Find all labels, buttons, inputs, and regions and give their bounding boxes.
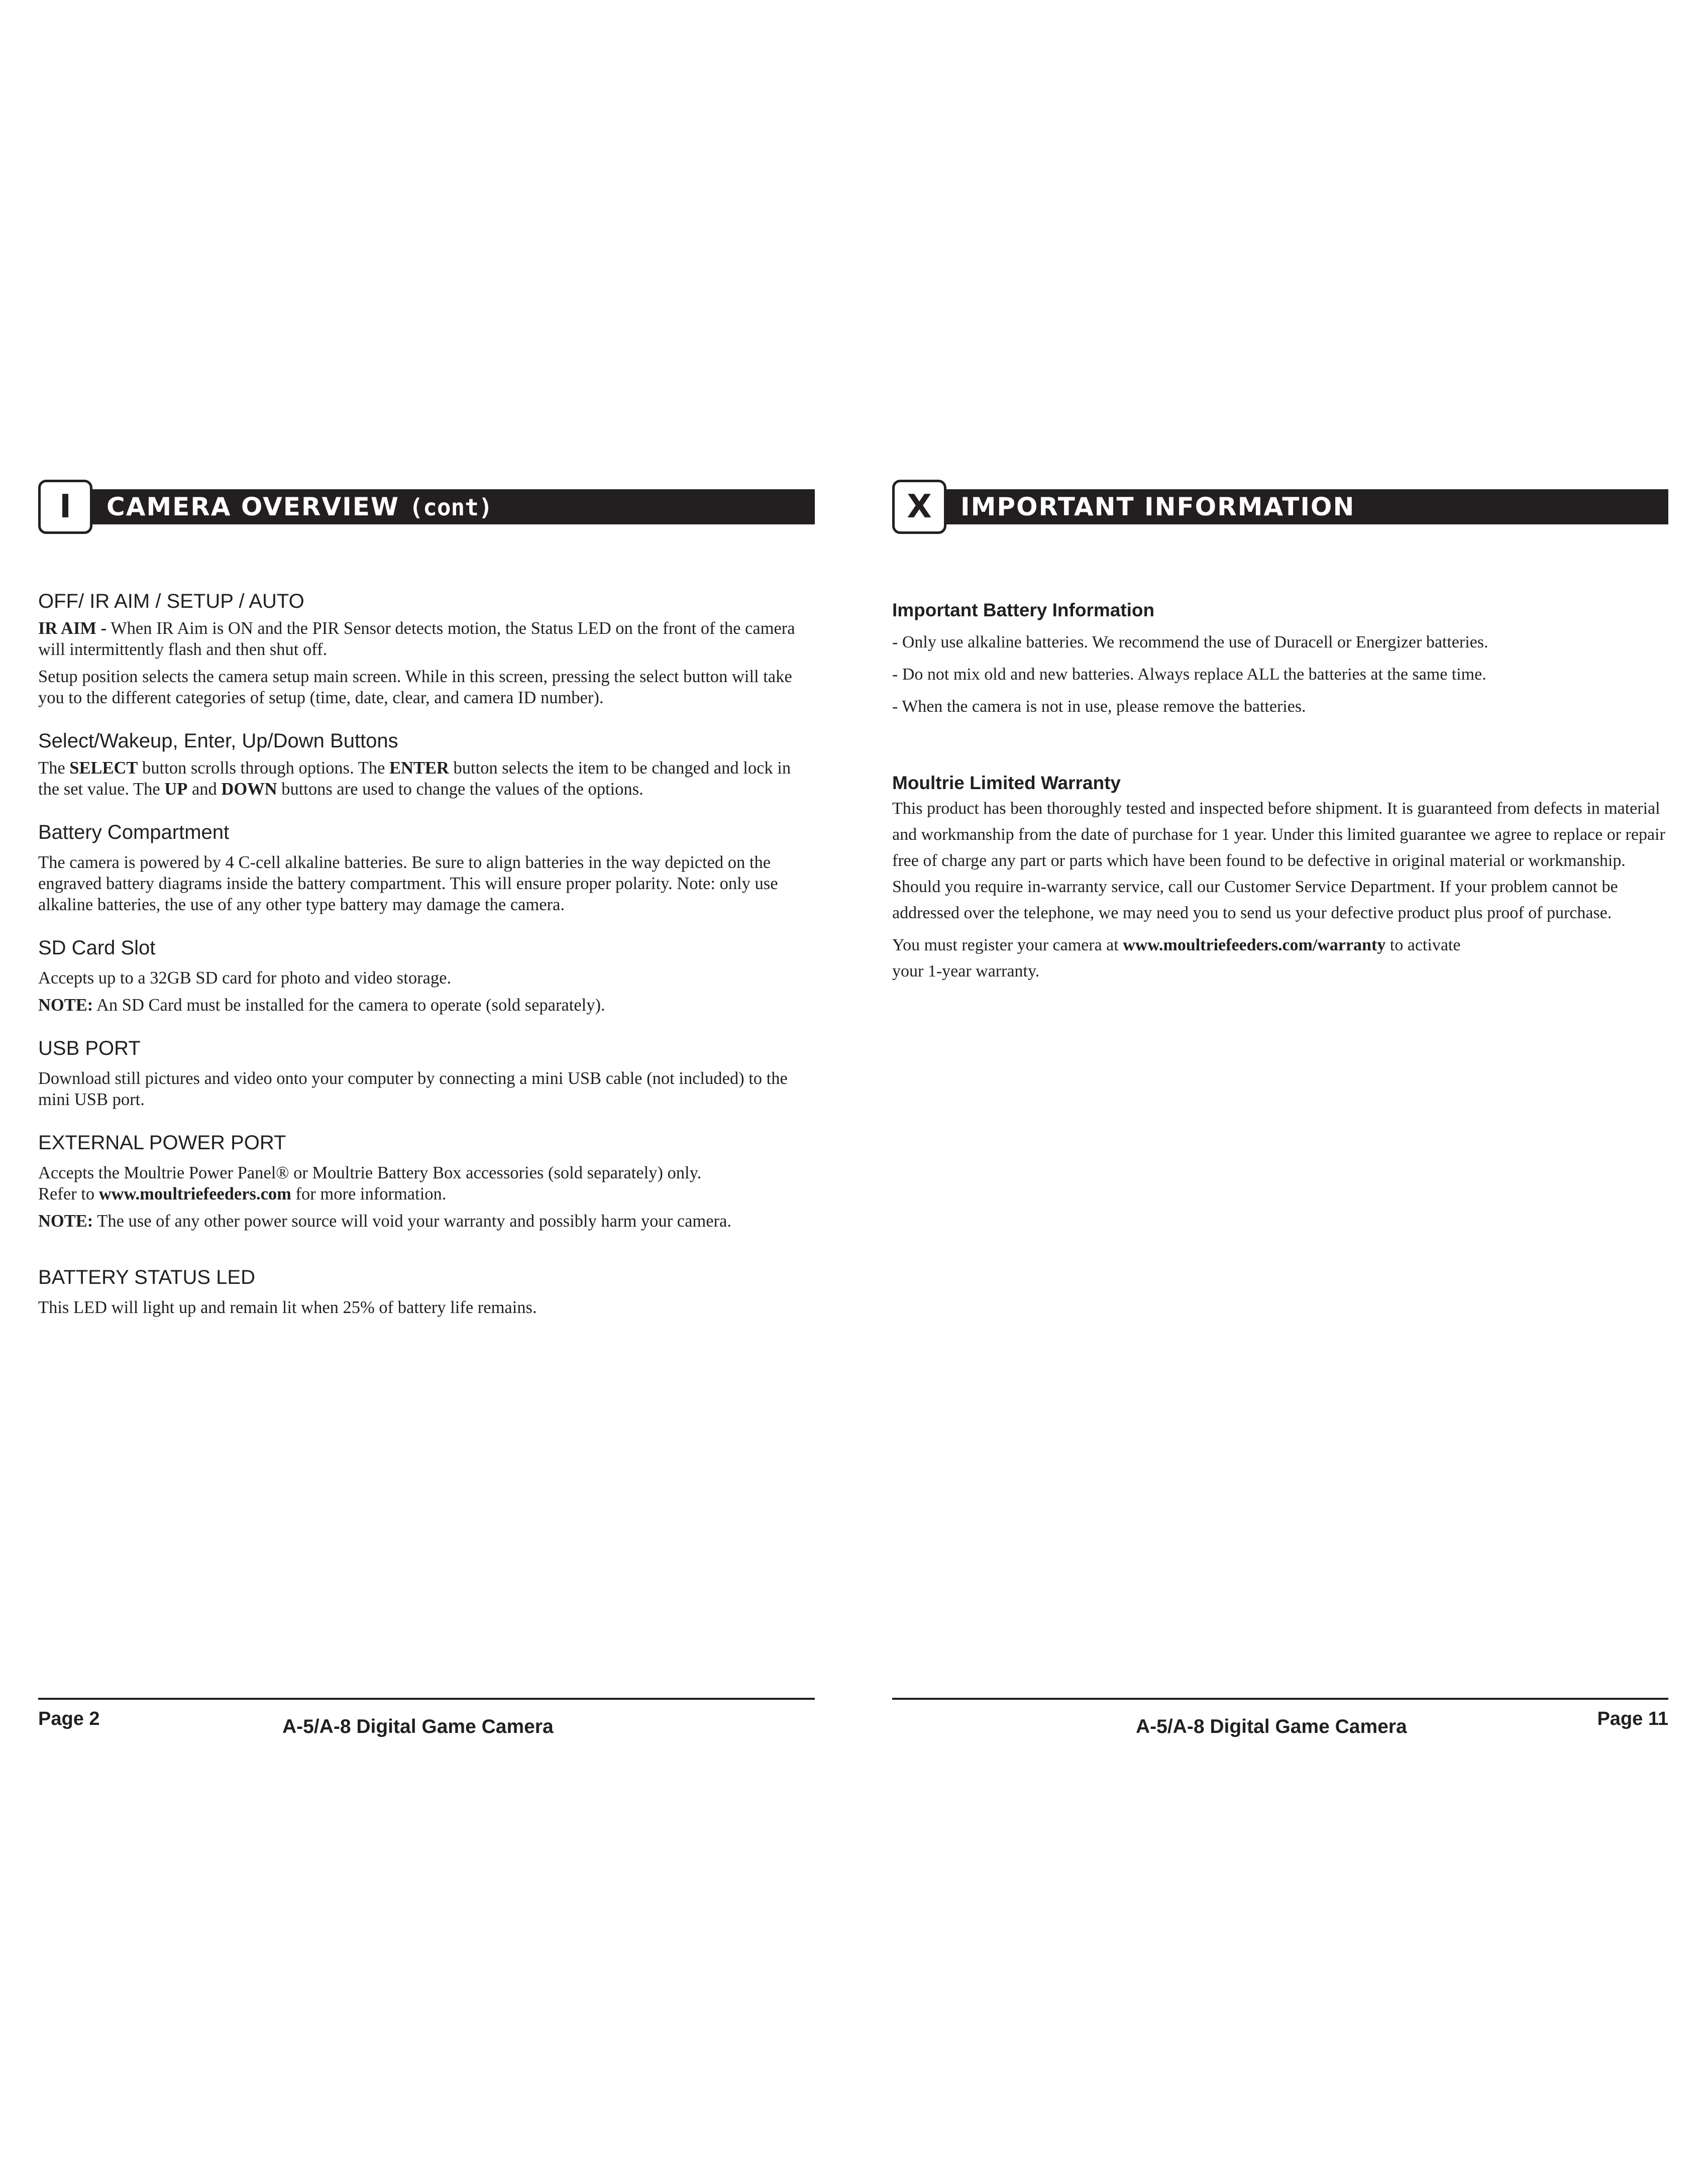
power-note-text: The use of any other power source will void your warranty and possibly harm your camera. — [93, 1212, 731, 1231]
list-item: - Only use alkaline batteries. We recommend the use of Duracell or Energizer batteries. — [892, 633, 1488, 651]
battery-info-list — [892, 630, 1668, 719]
down-keyword: DOWN — [221, 780, 277, 799]
header-title: IMPORTANT INFORMATION — [960, 492, 1355, 521]
buttons-heading: Select/Wakeup, Enter, Up/Down Buttons — [38, 730, 398, 752]
register-text-mid: to activate — [1385, 936, 1461, 954]
register-text-pre: You must register your camera at — [892, 936, 1123, 954]
power-heading: EXTERNAL POWER PORT — [38, 1132, 286, 1154]
header-title: CAMERA OVERVIEW — [106, 492, 400, 521]
warranty-heading: Moultrie Limited Warranty — [892, 773, 1121, 793]
left-page — [38, 0, 815, 2180]
sd-note-label: NOTE: — [38, 996, 93, 1015]
led-paragraph: This LED will light up and remain lit when 25% of battery life remains. — [38, 1298, 537, 1317]
battery-heading: Battery Compartment — [38, 821, 230, 843]
power-line-2-post: for more information. — [291, 1184, 447, 1204]
up-keyword: UP — [164, 780, 188, 799]
ir-aim-text: When IR Aim is ON and the PIR Sensor detects motion, the Status LED on the front of the camera will intermittently flash and then shut off. — [38, 619, 795, 659]
warranty-website: www.moultriefeeders.com/warranty — [1123, 936, 1386, 954]
ir-aim-paragraph — [38, 618, 815, 660]
right-page — [892, 0, 1668, 2180]
warranty-paragraph: This product has been thoroughly tested and inspected before shipment. It is guaranteed from defects in material and workmanship from the date of purchase for 1 year. Under this limited guarantee we agree to replace or repair free of charge any part or parts which have been found to be defective in original material or workmanship. Should you require in-warranty service, call our Customer Service Department. If your problem cannot be addressed over the telephone, we may need you to send us your defective product plus proof of purchase. — [892, 799, 1665, 922]
footer-rule — [892, 1698, 1668, 1700]
buttons-paragraph — [38, 757, 815, 800]
enter-keyword: ENTER — [389, 758, 449, 778]
power-note — [38, 1211, 815, 1232]
right-content — [892, 598, 1668, 985]
header-bar — [73, 489, 815, 524]
footer-title: A-5/A-8 Digital Game Camera — [282, 1716, 554, 1737]
power-note-label: NOTE: — [38, 1212, 93, 1231]
select-keyword: SELECT — [69, 758, 138, 778]
sd-paragraph: Accepts up to a 32GB SD card for photo and video storage. — [38, 968, 452, 988]
mode-heading: OFF/ IR AIM / SETUP / AUTO — [38, 590, 304, 612]
power-line-2-pre: Refer to — [38, 1184, 99, 1204]
usb-paragraph: Download still pictures and video onto your computer by connecting a mini USB cable (not included) to the mini USB port. — [38, 1069, 788, 1109]
buttons-text-1: The — [38, 758, 70, 778]
header-suffix: (cont) — [409, 494, 493, 521]
sd-note-text: An SD Card must be installed for the camera to operate (sold separately). — [93, 996, 605, 1015]
section-header — [892, 480, 1668, 534]
list-item: - When the camera is not in use, please remove the batteries. — [892, 697, 1306, 716]
power-website: www.moultriefeeders.com — [98, 1184, 291, 1204]
page-number: Page 2 — [38, 1708, 100, 1729]
register-text-post: your 1-year warranty. — [892, 962, 1040, 980]
power-line-1: Accepts the Moultrie Power Panel® or Moultrie Battery Box accessories (sold separately) only. — [38, 1163, 702, 1182]
battery-info-heading: Important Battery Information — [892, 600, 1155, 620]
header-bar — [927, 489, 1668, 524]
led-heading: BATTERY STATUS LED — [38, 1266, 255, 1288]
section-badge: X — [892, 480, 946, 534]
buttons-text-3: button selects the item to be changed and lock in the set value. The — [38, 758, 791, 799]
power-paragraph — [38, 1162, 815, 1205]
sd-heading: SD Card Slot — [38, 937, 156, 959]
footer-title: A-5/A-8 Digital Game Camera — [1136, 1716, 1407, 1737]
buttons-text-4: and — [187, 780, 222, 799]
section-header — [38, 480, 815, 534]
usb-heading: USB PORT — [38, 1037, 141, 1059]
footer-rule — [38, 1698, 815, 1700]
ir-aim-label: IR AIM - — [38, 619, 107, 638]
left-content — [38, 588, 815, 1318]
setup-paragraph: Setup position selects the camera setup main screen. While in this screen, pressing the select button will take you to the different categories of setup (time, date, clear, and camera ID number). — [38, 667, 792, 707]
buttons-text-5: buttons are used to change the values of the options. — [277, 780, 644, 799]
register-paragraph — [892, 932, 1668, 985]
page-number: Page 11 — [1597, 1708, 1668, 1729]
sd-note — [38, 995, 815, 1016]
list-item: - Do not mix old and new batteries. Always replace ALL the batteries at the same time. — [892, 665, 1486, 684]
buttons-text-2: button scrolls through options. The — [138, 758, 389, 778]
battery-paragraph: The camera is powered by 4 C-cell alkaline batteries. Be sure to align batteries in the way depicted on the engraved battery diagrams inside the battery compartment. This will ensure proper polarity. Note: only use alkaline batteries, the use of any other type battery may damage the camera. — [38, 853, 778, 914]
section-badge: I — [38, 480, 92, 534]
